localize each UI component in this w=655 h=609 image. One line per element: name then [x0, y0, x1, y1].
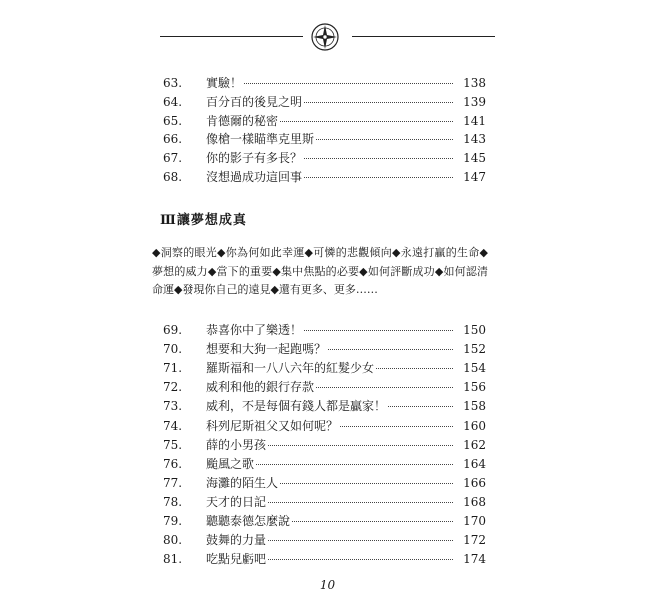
toc-entry-number: 73. — [163, 399, 183, 414]
toc-entry-title: 威利和他的銀行存款 — [206, 377, 316, 397]
toc-entry-number: 67. — [163, 151, 183, 166]
toc-entry-page: 164 — [456, 454, 486, 474]
toc-entry — [0, 377, 655, 397]
toc-entry-number: 79. — [163, 514, 183, 528]
toc-entry-number: 69. — [163, 323, 183, 337]
toc-entry-title: 威利，不是每個有錢人都是贏家！ — [206, 396, 388, 416]
toc-entry-page: 170 — [456, 511, 486, 531]
toc-entry-page: 138 — [456, 73, 486, 93]
toc-entry — [0, 129, 655, 149]
toc-entry-number: 71. — [163, 361, 183, 376]
toc-entry-title: 你的影子有多長？ — [206, 148, 304, 168]
toc-entry-page: 162 — [456, 435, 486, 455]
toc-entry-page: 166 — [456, 473, 486, 493]
toc-entry — [0, 92, 655, 112]
toc-entry-page: 147 — [456, 167, 486, 187]
toc-entry-page: 143 — [456, 129, 486, 149]
toc-entry-number: 64. — [163, 94, 183, 109]
toc-entry — [0, 511, 655, 531]
toc-entry — [0, 473, 655, 493]
toc-entry-title: 像槍一樣瞄準克里斯 — [206, 129, 316, 149]
header-ornament — [160, 22, 495, 52]
section-heading: Ⅲ讓夢想成真 — [160, 213, 247, 228]
toc-entry-title: 肯德爾的秘密 — [206, 111, 280, 131]
toc-entry-title: 聽聽泰德怎麼說 — [206, 511, 292, 531]
toc-entry-page: 174 — [456, 549, 486, 569]
toc-entry-page: 168 — [456, 492, 486, 512]
compass-emblem-icon — [310, 22, 340, 52]
toc-entry — [0, 416, 655, 436]
toc-entry-title: 海灘的陌生人 — [206, 473, 280, 493]
toc-entry-number: 63. — [163, 76, 183, 90]
toc-entry-title: 薛的小男孩 — [206, 435, 268, 455]
section-summary: ◆洞察的眼光◆你為何如此幸運◆可憐的悲觀傾向◆永遠打贏的生命◆夢想的威力◆當下的重要◆集中焦點的必要◆如何評斷成功◆如何認清命運◆發現你自己的遠見◆還有更多、更多…… — [152, 246, 488, 296]
toc-entry — [0, 167, 655, 187]
toc-entry-title: 科列尼斯祖父又如何呢？ — [206, 416, 340, 436]
toc-entry-page: 139 — [456, 92, 486, 112]
toc-entry-number: 81. — [163, 552, 183, 567]
toc-entry-title: 颱風之歌 — [206, 454, 256, 474]
toc-entry — [0, 339, 655, 359]
toc-entry-title: 羅斯福和一八八六年的紅髮少女 — [206, 358, 376, 378]
toc-entry-page: 160 — [456, 416, 486, 436]
toc-entry — [0, 435, 655, 455]
toc-entry-number: 66. — [163, 132, 183, 147]
page-number: 10 — [319, 578, 336, 592]
toc-entry-page: 141 — [456, 111, 486, 131]
toc-entry-number: 77. — [163, 475, 183, 490]
toc-entry-title: 天才的日記 — [206, 492, 268, 512]
toc-entry-number: 75. — [163, 437, 183, 452]
toc-entry — [0, 148, 655, 168]
toc-entry — [0, 549, 655, 569]
toc-entry-number: 70. — [163, 342, 183, 357]
toc-entry — [0, 396, 655, 416]
toc-entry-page: 156 — [456, 377, 486, 397]
toc-entry-number: 72. — [163, 380, 183, 395]
toc-entry-title: 沒想過成功這回事 — [206, 167, 304, 187]
toc-entry — [0, 320, 655, 340]
toc-entry-title: 百分百的後見之明 — [206, 92, 304, 112]
toc-entry-page: 145 — [456, 148, 486, 168]
toc-entry-title: 鼓舞的力量 — [206, 530, 268, 550]
toc-entry-page: 152 — [456, 339, 486, 359]
toc-entry — [0, 73, 655, 93]
toc-entry — [0, 492, 655, 512]
toc-entry-number: 74. — [163, 418, 183, 433]
toc-entry-title: 想要和大狗一起跑嗎？ — [206, 339, 328, 359]
toc-entry-number: 78. — [163, 494, 183, 509]
toc-entry-title: 實驗！ — [206, 73, 244, 93]
toc-entry — [0, 454, 655, 474]
toc-entry-number: 68. — [163, 170, 183, 184]
toc-entry-number: 80. — [163, 533, 183, 548]
toc-entry-title: 吃點兒虧吧 — [206, 549, 268, 569]
toc-entry — [0, 111, 655, 131]
toc-entry-page: 172 — [456, 530, 486, 550]
toc-entry-number: 65. — [163, 113, 183, 128]
toc-entry-title: 恭喜你中了樂透！ — [206, 320, 304, 340]
toc-entry — [0, 358, 655, 378]
toc-entry-page: 158 — [456, 396, 486, 416]
toc-entry-number: 76. — [163, 456, 183, 471]
toc-entry-page: 150 — [456, 320, 486, 340]
header-rule-left — [160, 36, 303, 37]
toc-entry — [0, 530, 655, 550]
toc-entry-page: 154 — [456, 358, 486, 378]
header-rule-right — [352, 36, 495, 37]
